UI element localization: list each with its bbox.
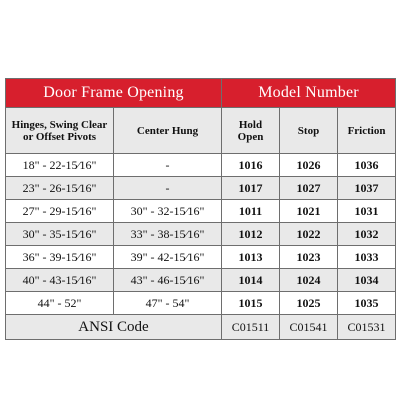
- hinges-cell: 40" - 43-15⁄16": [6, 269, 114, 292]
- hinges-cell: 23" - 26-15⁄16": [6, 177, 114, 200]
- door-frame-opening-header: Door Frame Opening: [6, 79, 222, 108]
- friction-column-header: Friction: [338, 108, 396, 154]
- hinges-cell: 30" - 35-15⁄16": [6, 223, 114, 246]
- hold-open-cell: 1013: [222, 246, 280, 269]
- ansi-friction-cell: C01531: [338, 315, 396, 340]
- ansi-code-row: [6, 315, 396, 340]
- stop-cell: 1025: [280, 292, 338, 315]
- hold-open-cell: 1017: [222, 177, 280, 200]
- hold-open-cell: 1011: [222, 200, 280, 223]
- hold-open-cell: 1015: [222, 292, 280, 315]
- hinges-header-line2: or Offset Pivots: [22, 130, 97, 143]
- stop-cell: 1023: [280, 246, 338, 269]
- table-row: [6, 177, 396, 200]
- table-row: [6, 154, 396, 177]
- center-hung-cell: -: [114, 154, 222, 177]
- stop-column-header: Stop: [280, 108, 338, 154]
- table-row: [6, 246, 396, 269]
- stop-cell: 1026: [280, 154, 338, 177]
- center-hung-cell: 33" - 38-15⁄16": [114, 223, 222, 246]
- ansi-hold-open-cell: C01511: [222, 315, 280, 340]
- model-number-table: [5, 78, 396, 340]
- hold-open-header-line1: Hold: [238, 118, 263, 131]
- hinges-cell: 27" - 29-15⁄16": [6, 200, 114, 223]
- table-row: [6, 269, 396, 292]
- hinges-column-header: [6, 108, 114, 154]
- ansi-stop-cell: C01541: [280, 315, 338, 340]
- center-hung-cell: 43" - 46-15⁄16": [114, 269, 222, 292]
- friction-cell: 1032: [338, 223, 396, 246]
- hinges-cell: 44" - 52": [6, 292, 114, 315]
- ansi-code-label: ANSI Code: [6, 315, 222, 340]
- friction-cell: 1031: [338, 200, 396, 223]
- hold-open-cell: 1014: [222, 269, 280, 292]
- hold-open-column-header: [222, 108, 280, 154]
- stop-cell: 1022: [280, 223, 338, 246]
- hinges-cell: 18" - 22-15⁄16": [6, 154, 114, 177]
- model-number-header: Model Number: [222, 79, 396, 108]
- stop-cell: 1024: [280, 269, 338, 292]
- friction-cell: 1036: [338, 154, 396, 177]
- friction-cell: 1033: [338, 246, 396, 269]
- center-hung-cell: -: [114, 177, 222, 200]
- friction-cell: 1037: [338, 177, 396, 200]
- hold-open-cell: 1016: [222, 154, 280, 177]
- table-row: [6, 223, 396, 246]
- center-hung-cell: 39" - 42-15⁄16": [114, 246, 222, 269]
- stop-cell: 1021: [280, 200, 338, 223]
- center-hung-cell: 30" - 32-15⁄16": [114, 200, 222, 223]
- hold-open-cell: 1012: [222, 223, 280, 246]
- center-hung-column-header: Center Hung: [114, 108, 222, 154]
- hold-open-header-line2: Open: [237, 130, 264, 143]
- table-row: [6, 292, 396, 315]
- friction-cell: 1035: [338, 292, 396, 315]
- table-row: [6, 200, 396, 223]
- center-hung-cell: 47" - 54": [114, 292, 222, 315]
- column-header-row: [6, 108, 396, 154]
- hinges-cell: 36" - 39-15⁄16": [6, 246, 114, 269]
- stop-cell: 1027: [280, 177, 338, 200]
- group-header-row: [6, 79, 396, 108]
- hinges-header-line1: Hinges, Swing Clear: [11, 118, 108, 131]
- friction-cell: 1034: [338, 269, 396, 292]
